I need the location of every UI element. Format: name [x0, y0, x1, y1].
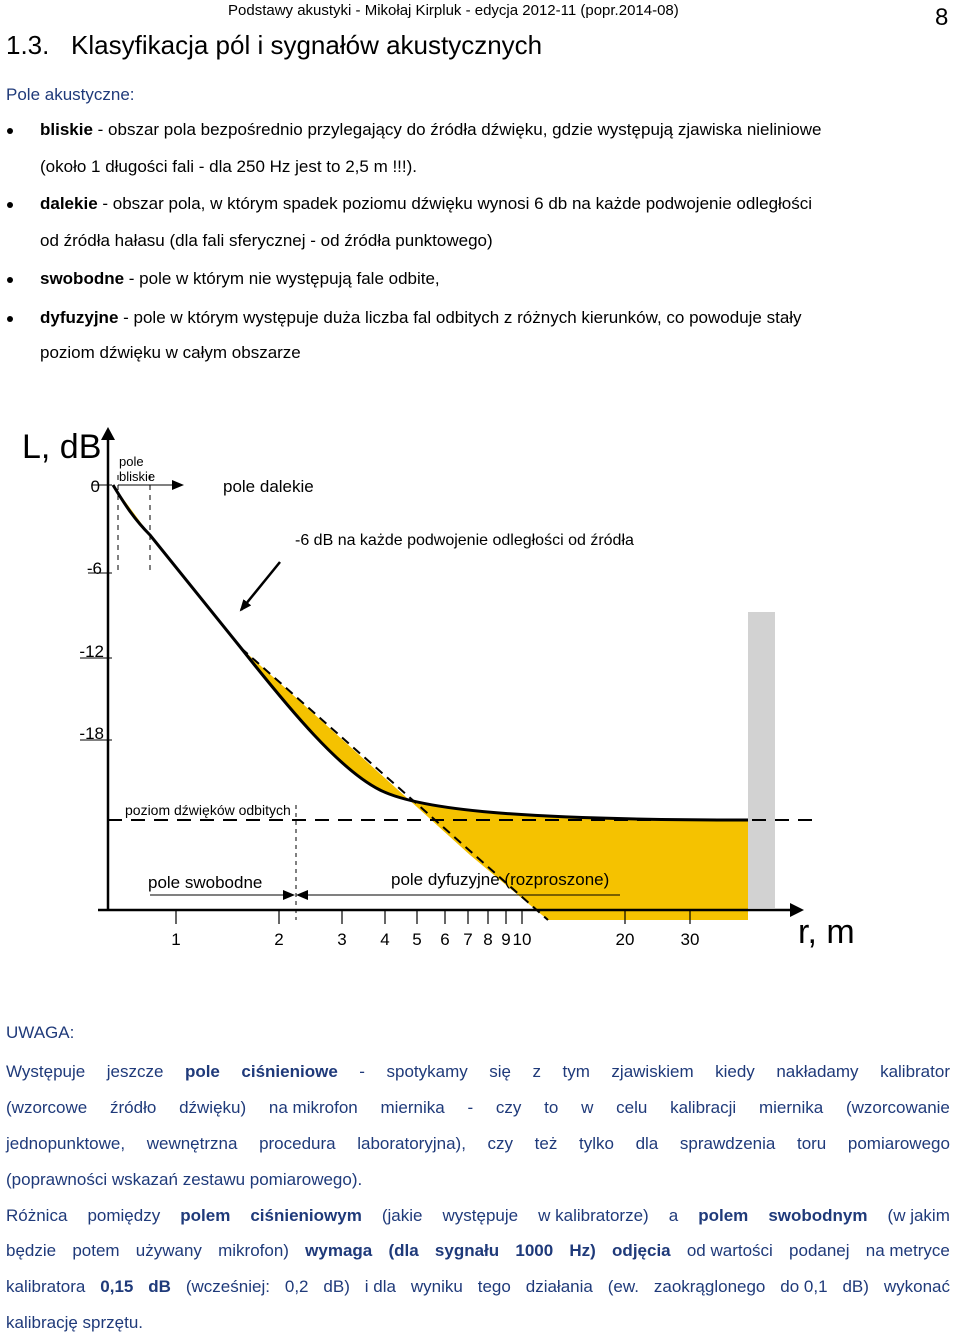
- item-term: bliskie: [40, 120, 93, 139]
- note-word: do 0,1: [780, 1277, 828, 1296]
- diffuse-field-label: pole dyfuzyjne (rozproszone): [391, 870, 610, 889]
- note-word: 0,15: [100, 1277, 134, 1296]
- y-axis-arrow-icon: [101, 427, 115, 440]
- note-word: tym: [562, 1062, 590, 1081]
- note-word: i dla: [364, 1277, 396, 1296]
- note-word: (jakie: [381, 1206, 423, 1225]
- note-line: [6, 1277, 950, 1297]
- section-heading: [6, 30, 542, 61]
- item-text: - obszar pola, w którym spadek poziomu dźwięku wynosi 6 db na każde podwojenie odległości: [97, 194, 813, 213]
- note-line: [6, 1134, 950, 1154]
- note-word: to: [544, 1098, 559, 1117]
- note-word: wymaga: [305, 1241, 373, 1260]
- note-word: -: [359, 1062, 365, 1081]
- x-tick-label: 5: [412, 930, 422, 949]
- note-word: odjęcia: [612, 1241, 671, 1260]
- note-word: zaokrąglonego: [653, 1277, 766, 1296]
- y-tick-label: 0: [90, 477, 100, 496]
- note-word: się: [489, 1062, 511, 1081]
- x-tick-label: 1: [171, 930, 181, 949]
- running-header: Podstawy akustyki - Mikołaj Kirpluk - edycja 2012-11 (popr.2014-08): [228, 2, 679, 19]
- note-word: wykonać: [883, 1277, 950, 1296]
- slope-annotation-arrow: [241, 562, 280, 610]
- item-term: dyfuzyjne: [40, 308, 119, 327]
- note-word: na mikrofon: [268, 1098, 358, 1117]
- note-word: kiedy: [715, 1062, 755, 1081]
- note-word: toru: [796, 1134, 827, 1153]
- x-tick-label: 7: [463, 930, 473, 949]
- note-word: sygnału: [434, 1241, 500, 1260]
- note-line: [6, 1241, 950, 1261]
- note-word: kalibracji: [670, 1098, 737, 1117]
- note-word: (w jakim: [887, 1206, 950, 1225]
- note-word: tego: [477, 1277, 511, 1296]
- reflected-level-label: poziom dźwięków odbitych: [125, 802, 291, 818]
- note-word: kalibratora: [6, 1277, 86, 1296]
- note-word: a: [668, 1206, 679, 1225]
- y-tick-label: -12: [79, 642, 104, 661]
- y-tick-label: -6: [86, 559, 102, 578]
- x-tick-label: 4: [380, 930, 390, 949]
- near-field-label: bliskie: [119, 469, 156, 484]
- note-word: ciśnieniowym: [250, 1206, 362, 1225]
- note-line: [6, 1062, 950, 1082]
- field-types-label: Pole akustyczne:: [6, 85, 135, 104]
- sound-field-diagram: [0, 410, 960, 1010]
- note-word: (wcześniej:: [185, 1277, 270, 1296]
- note-word: nakładamy: [776, 1062, 859, 1081]
- note-word: dla: [635, 1134, 659, 1153]
- note-word: dB: [148, 1277, 171, 1296]
- note-word: występuje: [442, 1206, 519, 1225]
- y-tick-label: -18: [79, 724, 104, 743]
- note-word: w: [581, 1098, 594, 1117]
- note-line: kalibrację sprzętu.: [6, 1313, 144, 1332]
- note-word: od wartości: [686, 1241, 773, 1260]
- section-title: Klasyfikacja pól i sygnałów akustycznych: [71, 30, 543, 60]
- note-word: polem: [180, 1206, 231, 1225]
- note-word: Hz): [569, 1241, 596, 1260]
- note-word: też: [534, 1134, 558, 1153]
- note-word: ciśnieniowe: [241, 1062, 338, 1081]
- note-word: (ew.: [607, 1277, 639, 1296]
- bullet-icon: [7, 128, 13, 134]
- far-field-label: pole dalekie: [223, 477, 314, 496]
- x-tick-label: 9: [501, 930, 511, 949]
- note-word: używany: [135, 1241, 202, 1260]
- note-word: laboratoryjna),: [357, 1134, 466, 1153]
- note-word: dB): [842, 1277, 869, 1296]
- note-word: jednopunktowe,: [6, 1134, 126, 1153]
- note-word: procedura: [259, 1134, 336, 1153]
- note-word: pole: [184, 1062, 220, 1081]
- note-word: wewnętrzna: [146, 1134, 238, 1153]
- section-number: 1.3.: [6, 30, 50, 60]
- note-word: (wzorcowe: [6, 1098, 88, 1117]
- x-tick-label: 30: [680, 930, 700, 949]
- y-axis-label: L, dB: [22, 428, 102, 466]
- list-item: [40, 120, 821, 140]
- note-word: mikrofon): [218, 1241, 289, 1260]
- note-word: źródło: [110, 1098, 157, 1117]
- note-word: Różnica: [6, 1206, 68, 1225]
- note-word: 0,2: [284, 1277, 309, 1296]
- note-word: pomiarowego: [847, 1134, 950, 1153]
- note-word: spotykamy: [386, 1062, 468, 1081]
- x-tick-label: 20: [615, 930, 635, 949]
- x-tick-label: 2: [274, 930, 284, 949]
- note-word: czy: [495, 1098, 522, 1117]
- near-field-label: pole: [119, 454, 144, 469]
- list-item: [40, 308, 802, 328]
- free-field-label: pole swobodne: [148, 873, 263, 892]
- note-word: czy: [487, 1134, 514, 1153]
- note-word: -: [467, 1098, 474, 1117]
- note-word: polem: [698, 1206, 749, 1225]
- item-text: - obszar pola bezpośrednio przylegający do źródła dźwięku, gdzie występują zjawiska nieliniowe: [92, 120, 822, 139]
- x-axis-label: r, m: [798, 913, 855, 951]
- note-word: na metryce: [865, 1241, 950, 1260]
- note-word: działania: [525, 1277, 593, 1296]
- note-word: wyniku: [410, 1277, 463, 1296]
- list-item: [40, 194, 812, 214]
- note-word: (wzorcowanie: [845, 1098, 950, 1117]
- note-word: w kalibratorze): [538, 1206, 649, 1225]
- note-word: dźwięku): [179, 1098, 247, 1117]
- item-term: swobodne: [40, 269, 125, 288]
- x-tick-label: 3: [337, 930, 347, 949]
- reflecting-wall: [748, 612, 775, 908]
- item-text-continued: poziom dźwięku w całym obszarze: [40, 343, 301, 362]
- note-word: jeszcze: [106, 1062, 164, 1081]
- list-item: [40, 269, 440, 289]
- note-word: z: [532, 1062, 541, 1081]
- item-text-continued: od źródła hałasu (dla fali sferycznej - od źródła punktowego): [40, 231, 493, 250]
- note-word: dB): [323, 1277, 350, 1296]
- page-number: 8: [935, 4, 949, 31]
- note-line: [6, 1098, 950, 1118]
- note-word: miernika: [758, 1098, 824, 1117]
- note-word: sprawdzenia: [679, 1134, 776, 1153]
- x-tick-label: 8: [483, 930, 493, 949]
- note-word: potem: [72, 1241, 120, 1260]
- bullet-icon: [7, 316, 13, 322]
- bullet-icon: [7, 277, 13, 283]
- note-word: celu: [616, 1098, 648, 1117]
- bullet-icon: [7, 202, 13, 208]
- note-word: swobodnym: [768, 1206, 868, 1225]
- note-line: (poprawności wskazań zestawu pomiarowego).: [6, 1170, 363, 1189]
- note-word: zjawiskiem: [611, 1062, 694, 1081]
- note-word: Występuje: [6, 1062, 86, 1081]
- note-word: podanej: [789, 1241, 850, 1260]
- item-text: - pole w którym występuje duża liczba fal odbitych z różnych kierunków, co powoduje stały: [118, 308, 802, 327]
- note-word: pomiędzy: [87, 1206, 161, 1225]
- item-text: - pole w którym nie występują fale odbite,: [124, 269, 440, 288]
- x-tick-label: 6: [440, 930, 450, 949]
- item-text-continued: (około 1 długości fali - dla 250 Hz jest to 2,5 m !!!).: [40, 157, 418, 176]
- item-term: dalekie: [40, 194, 98, 213]
- note-word: tylko: [578, 1134, 614, 1153]
- slope-annotation: -6 dB na każde podwojenie odległości od źródła: [295, 532, 634, 549]
- note-word: 1000: [515, 1241, 554, 1260]
- note-word: kalibrator: [880, 1062, 950, 1081]
- x-tick-label: 10: [512, 930, 532, 949]
- note-title: UWAGA:: [6, 1023, 75, 1042]
- note-word: (dla: [388, 1241, 419, 1260]
- note-line: [6, 1206, 950, 1226]
- note-word: miernika: [380, 1098, 445, 1117]
- note-word: będzie: [6, 1241, 57, 1260]
